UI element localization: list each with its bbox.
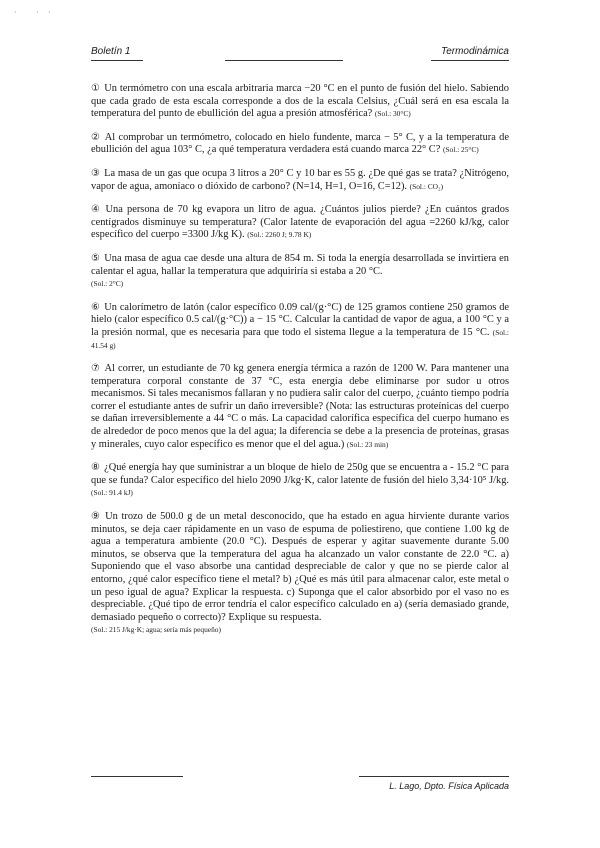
- problem-item: [91, 168, 509, 193]
- header-title-right: Termodinámica: [441, 46, 509, 57]
- problem-text: Al comprobar un termómetro, colocado en hielo fundente, marca − 5° C, y a la temperatura de ebullición del agua 103° C, ¿a qué temperatura verdadera está cuando marca 22° C?: [91, 131, 509, 156]
- problem-number: ④: [91, 204, 102, 216]
- scan-speck: ·: [36, 8, 39, 17]
- problem-number: ⑨: [91, 511, 102, 523]
- header-title-left: Boletín 1: [91, 46, 131, 57]
- problem-item: [91, 132, 509, 157]
- problem-item: [91, 302, 509, 352]
- problem-text: ¿Qué energía hay que suministrar a un bloque de hielo de 250g que se encuentra a - 15.2 °C para que se funda? Calor específico del hielo 2090 J/kg·K, calor latente de fusión del hielo 3,34·10⁵ J/kg.: [91, 462, 509, 486]
- problem-text: La masa de un gas que ocupa 3 litros a 20° C y 10 bar es 55 g. ¿De qué gas se trata? ¿Nitrógeno, vapor de agua, amoníaco o dióxido de carbono? (N=14, H=1, O=16, C=12).: [91, 167, 509, 192]
- problem-text: Un trozo de 500.0 g de un metal desconocido, que ha estado en agua hirviente durante varios minutos, se deja caer rápidamente en un vaso de espuma de poliestireno, que contiene 1.00 kg de agua a temperatura ambiente (20.0 °C). Después de esperar y agitar suavemente durante 5.00 minutos, se observa que la temperatura del agua ha alcanzado un valor constante de 22.0 °C. a) Suponiendo que el vaso absorbe una cantidad despreciable de calor y que no se pierde calor al entorno, ¿qué calor específico tiene el metal? b) ¿Qué es más útil para almacenar calor, este metal o un peso igual de agua? Explicar la respuesta. c) Suponga que el calor absorbido por el vaso no es despreciable. ¿Qué tipo de error tendría el calor específico calculado en a) (sería demasiado grande, demasiado pequeño o correcto)? Explique su respuesta.: [91, 511, 510, 623]
- page-footer: [91, 776, 509, 800]
- scan-speck: ·: [48, 8, 51, 17]
- problem-solution: (Sol.: 30°C): [374, 109, 411, 119]
- problem-text: Una persona de 70 kg evapora un litro de agua. ¿Cuántos julios pierde? ¿En cuántos grados centígrados disminuye su temperatura? (Calor latente de evaporación del agua =2260 kJ/kg, calor específico del cuerpo =3300 J/kg K).: [91, 204, 509, 241]
- problem-text: Un calorímetro de latón (calor específico 0.09 cal/(g·°C) de 125 gramos contiene 250 gramos de hielo (calor específico 0.5 cal/(g·°C)) a − 15 °C. Calcular la cantidad de vapor de agua, a 100 °C y a la presión normal, que es necesaria para que todo el sistema llegue a la temperatura de 15 °C.: [91, 301, 509, 338]
- problem-solution: (Sol.: CO₂): [409, 181, 444, 191]
- problem-number: ①: [91, 83, 101, 94]
- problem-solution: (Sol.: 91.4 kJ): [91, 488, 133, 498]
- footer-rule-right: [359, 776, 509, 777]
- problem-text: Una masa de agua cae desde una altura de 854 m. Si toda la energía desarrollada se invirtiera en calentar el agua, hallar la temperatura que adquiriría si estaba a 20 °C.: [91, 252, 509, 277]
- scan-speck: ·: [14, 8, 17, 17]
- problem-solution: (Sol.: 25°C): [442, 145, 479, 155]
- problem-solution: (Sol.: 215 J/kg·K; agua; sería más pequeño): [91, 625, 221, 635]
- page-header: [91, 46, 509, 62]
- problem-item: [91, 83, 509, 121]
- header-rule-middle: [225, 60, 343, 61]
- problem-number: ②: [91, 131, 101, 143]
- problem-item: [91, 363, 509, 451]
- problem-solution: (Sol.: 41.54 g): [91, 327, 509, 350]
- problem-text: Al correr, un estudiante de 70 kg genera energía térmica a razón de 1200 W. Para mantener una temperatura corporal constante de 37 °C, esta energía debe eliminarse por sudor u otros mecanismos. Si tales mecanismos fallaran y no pudiera salir calor del cuerpo, ¿cuánto tiempo podría correr el estudiante antes de sufrir un daño irreversible? (Nota: las estructuras proteínicas del cuerpo se dañan irreversiblemente a 44 °C o más. La capacidad calorífica específica del cuerpo humano es de alrededor de poco menos que la del agua; la diferencia se debe a la presencia de proteínas, grasas y minerales, cuyo calor específico es menor que el del agua.): [91, 363, 509, 450]
- problem-number: ⑤: [91, 252, 101, 264]
- problem-number: ⑦: [91, 363, 101, 375]
- problem-solution: (Sol.: 2260 J; 9.78 K): [247, 230, 312, 240]
- problem-solution: (Sol.: 2°C): [91, 279, 124, 289]
- footer-credit: L. Lago, Dpto. Física Aplicada: [389, 781, 509, 791]
- header-rule-right: [431, 60, 509, 61]
- problem-item: [91, 253, 509, 291]
- header-rule-left: [91, 60, 143, 61]
- problem-item: [91, 204, 509, 242]
- problem-list: [91, 83, 509, 648]
- problem-solution: (Sol.: 23 min): [346, 439, 389, 449]
- problem-number: ⑥: [91, 301, 101, 313]
- problem-item: [91, 511, 509, 637]
- problem-number: ⑧: [91, 462, 101, 474]
- footer-rule-left: [91, 776, 183, 777]
- problem-number: ③: [91, 167, 101, 179]
- problem-item: [91, 462, 509, 500]
- problem-text: Un termómetro con una escala arbitraria marca −20 °C en el punto de fusión del hielo. Sabiendo que cada grado de esta escala corresponde a dos de la escala Celsius, ¿Cuál será en esa escala la temperatura del punto de ebullición del agua a presión atmosférica?: [91, 83, 510, 120]
